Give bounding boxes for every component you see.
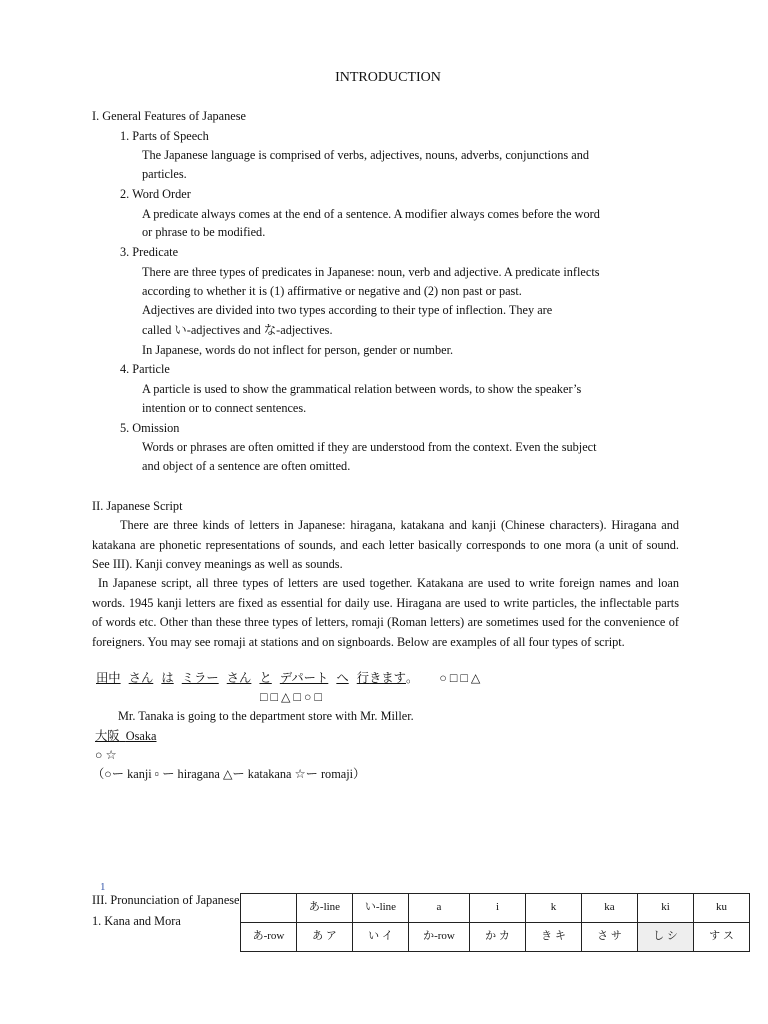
kana-cell: あ ア xyxy=(297,923,353,952)
kana-header-cell: i xyxy=(470,894,526,923)
kana-cell: き キ xyxy=(526,923,582,952)
sample-word: へ xyxy=(336,671,349,685)
kana-header-cell: い-line xyxy=(353,894,409,923)
section1-item4-line1: A particle is used to show the grammatical relation between words, to show the speaker’s xyxy=(142,382,582,396)
script-legend: （○ー kanji ▫ ー hiragana △ー katakana ☆ー romaji） xyxy=(92,767,366,781)
kana-cell: か カ xyxy=(470,923,526,952)
sample-word: 。 xyxy=(405,671,419,685)
section1-item3-line1: There are three types of predicates in Japanese: noun, verb and adjective. A predicate inflects xyxy=(142,265,600,279)
example-osaka-marks: ○ ☆ xyxy=(95,748,117,762)
section1-item2-line2: or phrase to be modified. xyxy=(142,225,266,239)
kana-cell: い イ xyxy=(353,923,409,952)
section1-item5-line1: Words or phrases are often omitted if they are understood from the context. Even the subject xyxy=(142,440,597,454)
section1-item5-line2: and object of a sentence are often omitted. xyxy=(142,459,351,473)
kana-header-cell: あ-line xyxy=(297,894,353,923)
script-type-marks-row2: □ □ △ □ ○ □ xyxy=(260,690,322,704)
section1-item1-line1: The Japanese language is comprised of verbs, adjectives, nouns, adverbs, conjunctions and xyxy=(142,148,589,162)
kana-table-row xyxy=(241,923,750,952)
section1-item3-line5: In Japanese, words do not inflect for person, gender or number. xyxy=(142,343,454,357)
section1-item1-line2: particles. xyxy=(142,167,187,181)
kana-header-cell: k xyxy=(526,894,582,923)
section1-item4-label: 4. Particle xyxy=(120,362,170,376)
example-osaka-kanji: 大阪 xyxy=(95,729,120,743)
sample-word: デパート xyxy=(279,671,329,685)
script-type-marks: ○ □ □ △ xyxy=(439,671,481,685)
footnote-marker[interactable]: 1 xyxy=(100,881,106,893)
sample-sentence xyxy=(96,669,485,689)
kana-header-cell: ku xyxy=(694,894,750,923)
sample-word: 田中 xyxy=(96,671,121,685)
section3-subheading: 1. Kana and Mora xyxy=(92,914,181,928)
sample-word: 行 xyxy=(356,671,370,685)
section1-item3-label: 3. Predicate xyxy=(120,245,179,259)
kana-row-label: あ-row xyxy=(241,923,297,952)
section1-item5-label: 5. Omission xyxy=(120,421,180,435)
section1-item3-line4: called い-adjectives and な-adjectives. xyxy=(142,323,333,337)
sample-word: ミラー xyxy=(181,671,219,685)
section1-item3-line3: Adjectives are divided into two types according to their type of inflection. They are xyxy=(142,303,553,317)
sample-translation: Mr. Tanaka is going to the department store with Mr. Miller. xyxy=(118,709,414,723)
sample-word: さん xyxy=(226,671,252,685)
section1-item2-label: 2. Word Order xyxy=(120,187,191,201)
kana-header-cell: ka xyxy=(582,894,638,923)
sample-word: さん xyxy=(128,671,154,685)
example-osaka-romaji: Osaka xyxy=(125,729,157,743)
section1-item2-line1: A predicate always comes at the end of a sentence. A modifier always comes before the word xyxy=(142,207,600,221)
kana-header-cell xyxy=(241,894,297,923)
sample-word: は xyxy=(161,671,174,685)
section1-item1-label: 1. Parts of Speech xyxy=(120,129,209,143)
page-title: INTRODUCTION xyxy=(335,70,441,85)
section1-item4-line2: intention or to connect sentences. xyxy=(142,401,307,415)
kana-header-cell: ki xyxy=(638,894,694,923)
kana-row-label: か-row xyxy=(409,923,470,952)
sample-word: と xyxy=(259,671,272,685)
kana-table xyxy=(240,893,750,952)
section2-heading: II. Japanese Script xyxy=(92,499,183,513)
kana-cell: し シ xyxy=(638,923,694,952)
kana-table-header-row xyxy=(241,894,750,923)
section2-paragraph1: There are three kinds of letters in Japanese: hiragana, katakana and kanji (Chinese characters). Hiragana and katakana are phonetic representations of sounds, and each letter basically corresponds to one mora (a unit of sound. See III). Kanji convey meanings as well as sounds. xyxy=(92,518,679,571)
section1-heading: I. General Features of Japanese xyxy=(92,109,246,123)
section3-heading: III. Pronunciation of Japanese xyxy=(92,893,240,907)
kana-cell: さ サ xyxy=(582,923,638,952)
example-osaka xyxy=(95,727,157,747)
sample-word: きます xyxy=(369,671,406,685)
section2-paragraph2: In Japanese script, all three types of letters are used together. Katakana are used to write foreign names and loan words. 1945 kanji letters are fixed as essential for daily use. Hiragana are used to write particles, the inflectable parts of words etc. Other than these three types of letters, romaji (Roman letters) are sometimes used for the convenience of foreigners. You may see romaji at stations and on signboards. Below are examples of all four types of script. xyxy=(92,576,679,649)
section3-heading-block xyxy=(92,893,240,929)
kana-header-cell: a xyxy=(409,894,470,923)
kana-cell: す ス xyxy=(694,923,750,952)
section1-item3-line2: according to whether it is (1) affirmative or negative and (2) non past or past. xyxy=(142,284,522,298)
